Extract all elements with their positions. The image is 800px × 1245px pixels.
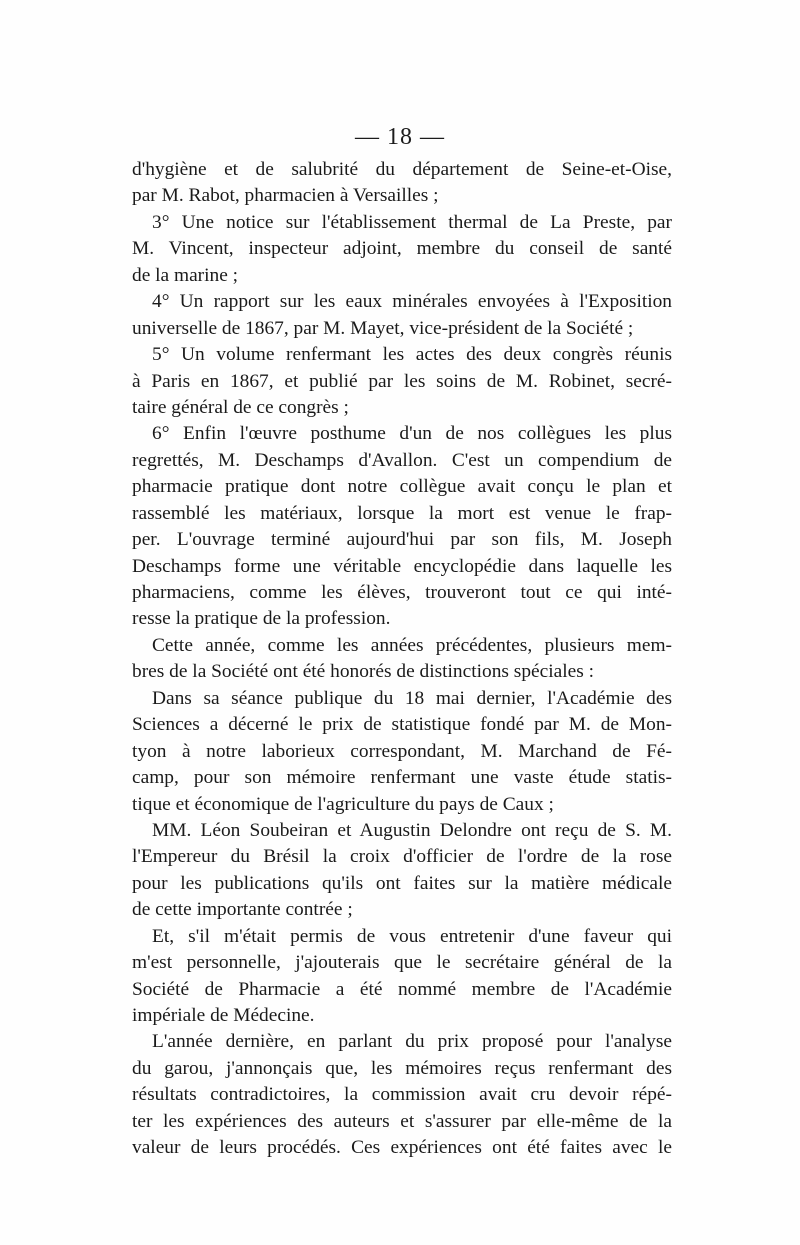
text-line: par M. Rabot, pharmacien à Versailles ; [132, 185, 439, 207]
text-line: 4° Un rapport sur les eaux minérales envoyées à l'Exposition [152, 291, 672, 313]
text-line: de cette importante contrée ; [132, 899, 353, 921]
page-number: — 18 — [355, 124, 445, 150]
text-line: tique et économique de l'agriculture du pays de Caux ; [132, 793, 554, 815]
text-line: Dans sa séance publique du 18 mai dernier, l'Académie des [152, 687, 672, 709]
text-line: Société de Pharmacie a été nommé membre de l'Académie [132, 978, 672, 1000]
text-line: rassemblé les matériaux, lorsque la mort est venue le frap- [132, 502, 672, 524]
text-line: Et, s'il m'était permis de vous entretenir d'une faveur qui [152, 925, 672, 947]
text-line: 5° Un volume renfermant les actes des deux congrès réunis [152, 344, 672, 366]
text-line: du garou, j'annonçais que, les mémoires reçus renfermant des [132, 1057, 672, 1079]
text-line: M. Vincent, inspecteur adjoint, membre du conseil de santé [132, 238, 672, 260]
text-line: ter les expériences des auteurs et s'assurer par elle-même de la [132, 1110, 672, 1132]
text-line: taire général de ce congrès ; [132, 396, 349, 418]
text-line: l'Empereur du Brésil la croix d'officier de l'ordre de la rose [132, 846, 672, 868]
text-line: L'année dernière, en parlant du prix proposé pour l'analyse [152, 1031, 672, 1053]
text-line: pharmaciens, comme les élèves, trouveront tout ce qui inté- [132, 582, 672, 603]
text-line: resse la pratique de la profession. [132, 608, 391, 630]
text-line: d'hygiène et de salubrité du département de Seine-et-Oise, [132, 159, 672, 180]
text-line: Cette année, comme les années précédentes, plusieurs mem- [152, 634, 672, 656]
text-line: résultats contradictoires, la commission avait cru devoir répé- [132, 1084, 672, 1106]
text-line: tyon à notre laborieux correspondant, M. Marchand de Fé- [132, 740, 672, 762]
text-line: valeur de leurs procédés. Ces expériences ont été faites avec le [132, 1137, 672, 1159]
text-line: Deschamps forme une véritable encyclopédie dans laquelle les [132, 555, 672, 577]
body-text [132, 157, 672, 1162]
text-line: de la marine ; [132, 264, 239, 286]
text-line: pharmacie pratique dont notre collègue avait conçu le plan et [132, 476, 672, 498]
text-line: per. L'ouvrage terminé aujourd'hui par son fils, M. Joseph [132, 529, 672, 551]
text-line: bres de la Société ont été honorés de distinctions spéciales : [132, 661, 595, 683]
text-line: camp, pour son mémoire renfermant une vaste étude statis- [132, 767, 672, 789]
text-line: impériale de Médecine. [132, 1005, 315, 1026]
text-line: Sciences a décerné le prix de statistique fondé par M. de Mon- [132, 714, 672, 736]
text-line: 3° Une notice sur l'établissement thermal de La Preste, par [152, 211, 672, 233]
text-line: 6° Enfin l'œuvre posthume d'un de nos collègues les plus [152, 423, 672, 445]
text-line: à Paris en 1867, et publié par les soins de M. Robinet, secré- [132, 370, 672, 392]
text-line: universelle de 1867, par M. Mayet, vice-président de la Société ; [132, 317, 634, 339]
text-line: m'est personnelle, j'ajouterais que le secrétaire général de la [132, 952, 672, 974]
text-line: pour les publications qu'ils ont faites sur la matière médicale [132, 872, 672, 894]
text-line: MM. Léon Soubeiran et Augustin Delondre ont reçu de S. M. [152, 819, 672, 841]
text-line: regrettés, M. Deschamps d'Avallon. C'est un compendium de [132, 449, 672, 471]
